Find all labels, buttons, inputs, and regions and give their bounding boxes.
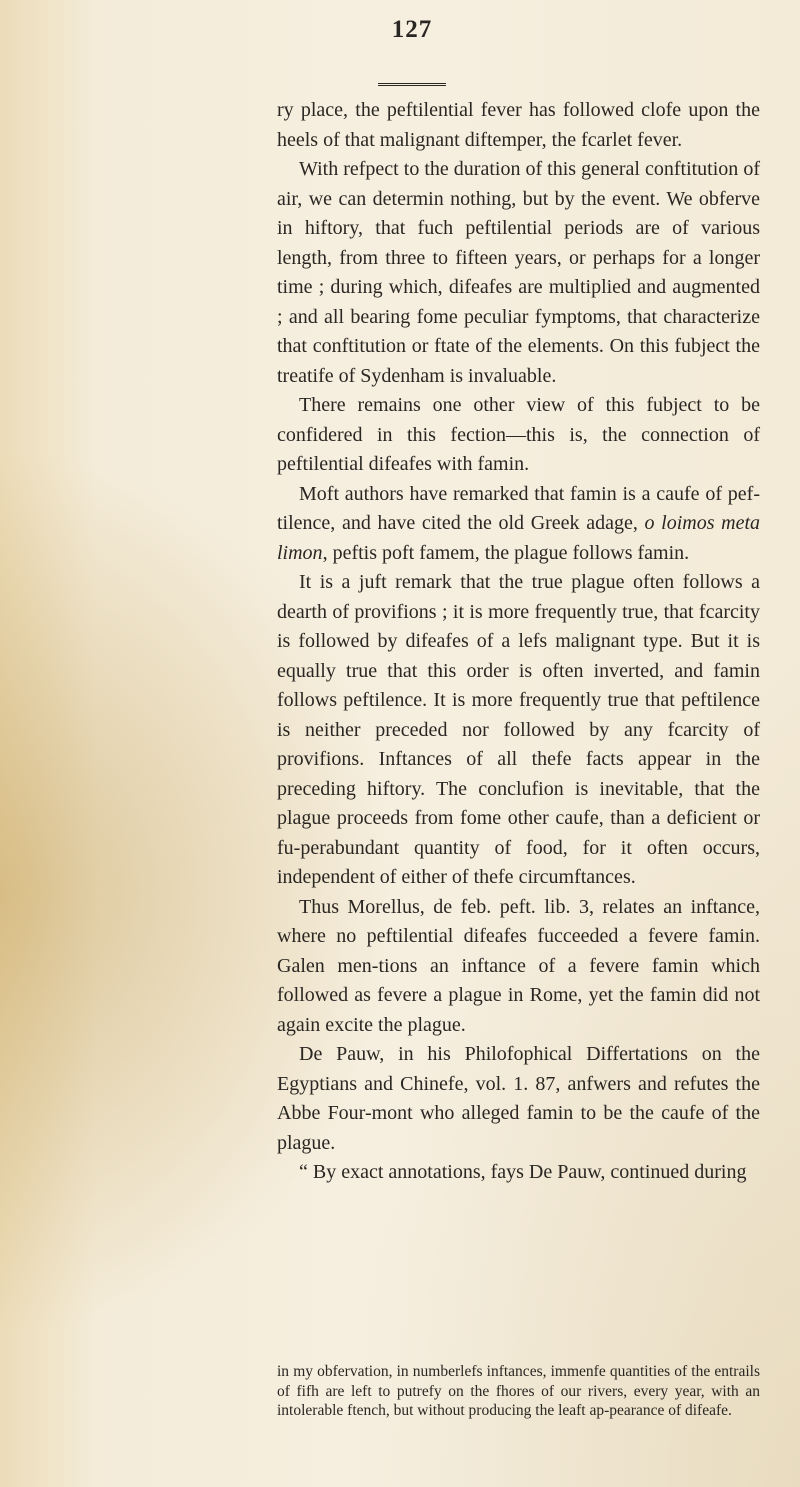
paragraph-7: De Pauw, in his Philofophical Differtations on the Egyptians and Chinefe, vol. 1. 87, anfwers and refutes the Abbe Four-mont who alleged famin to be the caufe of the plague.: [277, 1043, 760, 1154]
paragraph-2: With refpect to the duration of this general conftitution of air, we can determin nothing, but by the event. We obferve in hiftory, that fuch peftilential periods are of various length, from three to fifteen years, or perhaps for a longer time ; during which, difeafes are multiplied and augmented ; and all bearing fome peculiar fymptoms, that characterize that conftitution or ftate of the elements. On this fubject the treatife of Sydenham is invaluable.: [277, 158, 760, 387]
paragraph-4-before: Moft authors have remarked that famin is a caufe of pef-tilence, and have cited the old Greek adage,: [277, 482, 760, 534]
paragraph-4: [277, 480, 760, 569]
page-number: 127: [391, 16, 433, 43]
footnote-text: in my obfervation, in numberlefs inftances, immenfe quantities of the entrails of fifh are left to putrefy on the fhores of our rivers, every year, with an intolerable ftench, but without producing the leaft ap-pearance of difeafe.: [277, 1363, 760, 1419]
main-text: [277, 96, 760, 1188]
greek-adage: o loimos meta limon: [277, 512, 761, 564]
paragraph-4-after: , peftis poft famem, the plague follows famin.: [322, 541, 690, 564]
header-rule: [378, 83, 446, 86]
paragraph-8: “ By exact annotations, fays De Pauw, continued during: [299, 1161, 747, 1183]
paragraph-6: Thus Morellus, de feb. peft. lib. 3, relates an inftance, where no peftilential difeafes fucceeded a fevere famin. Galen men-tions an inftance of a fevere famin which followed as fevere a plague in Rome, yet the famin did not again excite the plague.: [277, 895, 760, 1036]
paragraph-1: ry place, the peftilential fever has followed clofe upon the heels of that malignant diftemper, the fcarlet fever.: [277, 99, 760, 151]
paragraph-3: There remains one other view of this fubject to be confidered in this fection—this is, the connection of peftilential difeafes with famin.: [277, 394, 760, 475]
footnote: [277, 1362, 760, 1421]
paragraph-5: It is a juft remark that the true plague often follows a dearth of provifions ; it is more frequently true, that fcarcity is followed by difeafes of a lefs malignant type. But it is equally true that this order is often inverted, and famin follows peftilence. It is more frequently true that peftilence is neither preceded nor followed by any fcarcity of provifions. Inftances of all thefe facts appear in the preceding hiftory. The conclufion is inevitable, that the plague proceeds from fome other caufe, than a deficient or fu-perabundant quantity of food, for it often occurs, independent of either of thefe circumftances.: [277, 571, 760, 888]
